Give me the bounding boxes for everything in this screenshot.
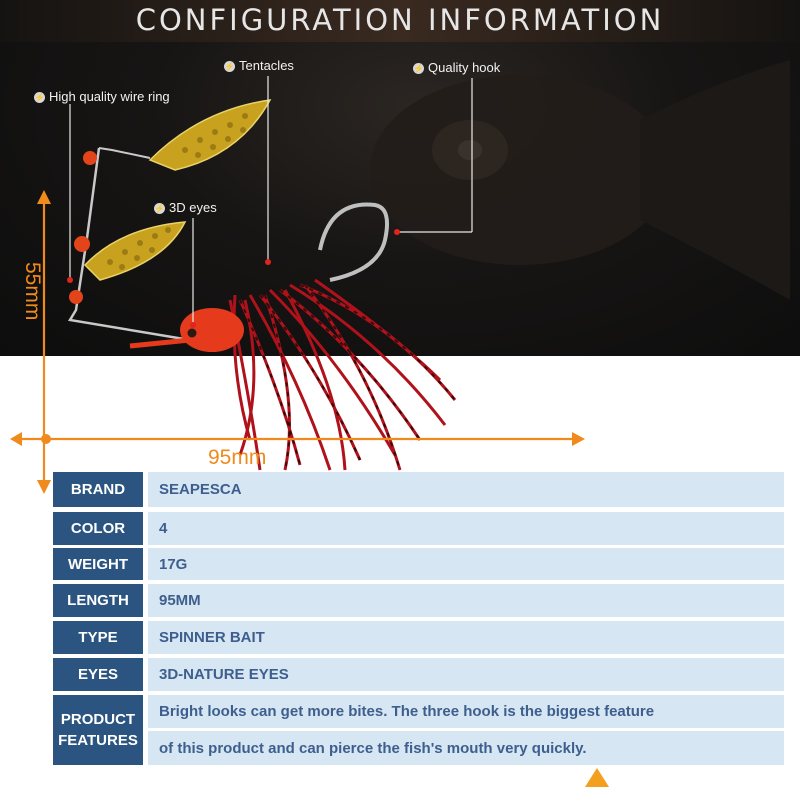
features-label [53, 695, 143, 765]
spec-label: EYES [53, 658, 143, 691]
spec-row-brand [53, 472, 784, 507]
spec-value: SEAPESCA [148, 472, 784, 507]
spec-row-type [53, 621, 784, 654]
lightning-icon: ⚡ [34, 93, 45, 102]
spec-row-eyes [53, 658, 784, 691]
lightning-icon: ⚡ [413, 64, 424, 73]
callout-quality-hook [413, 60, 500, 75]
width-dimension-label: 95mm [208, 446, 267, 469]
lightning-icon: ⚡ [154, 204, 165, 213]
spec-value: 17G [148, 548, 784, 580]
callout-tentacles [224, 58, 294, 73]
page-title: CONFIGURATION INFORMATION [0, 0, 800, 42]
spec-label: WEIGHT [53, 548, 143, 580]
callout-wire-ring-label: High quality wire ring [49, 89, 170, 104]
spec-label: LENGTH [53, 584, 143, 617]
spec-row-color [53, 512, 784, 545]
triangle-marker-icon [585, 768, 609, 787]
spec-label: TYPE [53, 621, 143, 654]
spec-label: BRAND [53, 472, 143, 507]
features-label-line1: PRODUCT [60, 711, 136, 728]
spec-row-features [53, 695, 784, 765]
height-dimension-label: 55mm [21, 262, 44, 321]
callout-3d-eyes [154, 200, 217, 215]
spec-value: SPINNER BAIT [148, 621, 784, 654]
spec-row-length [53, 584, 784, 617]
spec-row-weight [53, 548, 784, 580]
spec-label: COLOR [53, 512, 143, 545]
features-text-line1: Bright looks can get more bites. The three hook is the biggest feature [148, 695, 784, 728]
callout-3d-eyes-label: 3D eyes [169, 200, 217, 215]
spec-value: 3D-NATURE EYES [148, 658, 784, 691]
spec-value: 95MM [148, 584, 784, 617]
spec-value: 4 [148, 512, 784, 545]
callout-quality-hook-label: Quality hook [428, 60, 501, 75]
callout-wire-ring [34, 89, 170, 104]
lightning-icon: ⚡ [224, 62, 235, 71]
features-text-line2: of this product and can pierce the fish's mouth very quickly. [148, 731, 784, 765]
callout-tentacles-label: Tentacles [239, 58, 294, 73]
features-label-line2: FEATURES [58, 732, 138, 749]
